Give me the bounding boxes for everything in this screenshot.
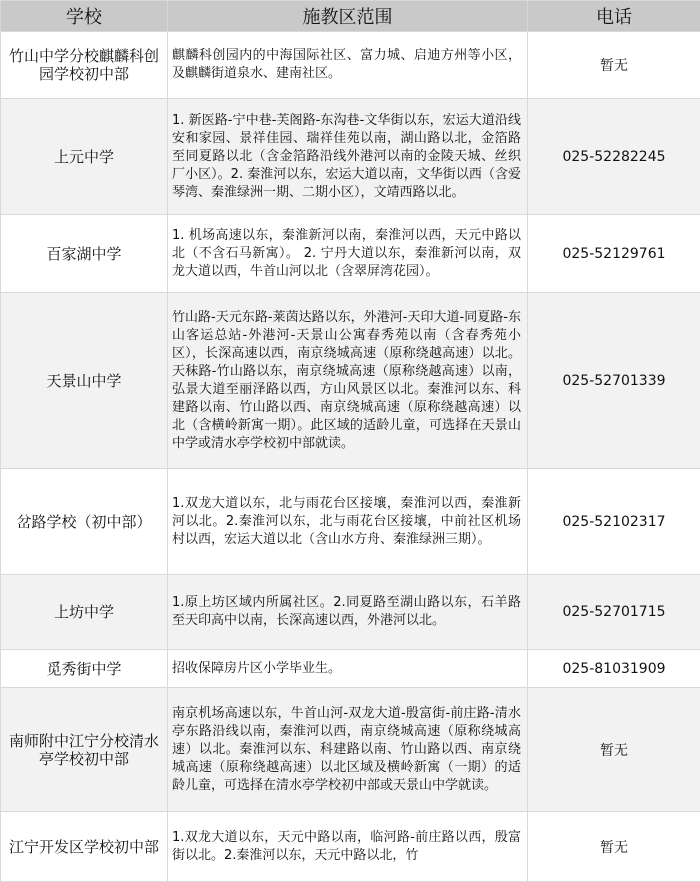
phone-number: 025-52701339: [528, 293, 700, 469]
district-area: 南京机场高速以东，牛首山河-双龙大道-殷富街-前庄路-清水亭东路沿线以南，秦淮河以西，南京绕城高速（原称绕城高速）以北。秦淮河以东、科建路以南、竹山路以西、南京绕城高速（原称绕越高速）以北区域及横岭新寓（一期）的适龄儿童，可选择在清水亭学校初中部或天景山中学就读。: [168, 688, 528, 812]
school-name: 江宁开发区学校初中部: [1, 812, 168, 882]
district-area: 1. 新医路-宁中巷-芙阁路-东沟巷-文华街以东，宏运大道沿线安和家园、景祥佳园、瑞祥佳苑以南，湖山路以北，金箔路至同夏路以北（含金箔路沿线外港河以南的金陵天城、丝织厂小区）。2. 秦淮河以东，宏运大道以南，文华街以西（含爱琴湾、秦淮绿洲一期、二期小区），文靖西路以北。: [168, 99, 528, 215]
header-row: [1, 1, 700, 32]
header-area: 施教区范围: [168, 1, 528, 32]
district-area: 竹山路-天元东路-莱茵达路以东，外港河-天印大道-同夏路-东山客运总站-外港河-天景山公寓春秀苑以南（含春秀苑小区），长深高速以西，南京绕城高速（原称绕越高速）以北。 天秣路-竹山路以东，南京绕城高速（原称绕越高速）以南，弘景大道至丽泽路以西，方山风景区以北。秦淮河以东、科建路以南、竹山路以西、南京绕城高速（原称绕越高速）以北（含横岭新寓一期）。此区域的适龄儿童，可选择在天景山中学或清水亭学校初中部就读。: [168, 293, 528, 469]
school-name: 南师附中江宁分校清水亭学校初中部: [1, 688, 168, 812]
school-name: 天景山中学: [1, 293, 168, 469]
school-name: 上坊中学: [1, 575, 168, 650]
table-row: [1, 32, 700, 99]
district-area: 招收保障房片区小学毕业生。: [168, 650, 528, 688]
phone-number: 025-52102317: [528, 469, 700, 575]
phone-number: 025-52701715: [528, 575, 700, 650]
table-row: [1, 99, 700, 215]
header-phone: 电话: [528, 1, 700, 32]
district-area: 1.双龙大道以东，天元中路以南，临河路-前庄路以西，殷富街以北。2.秦淮河以东，天元中路以北，竹: [168, 812, 528, 882]
table-row: [1, 688, 700, 812]
phone-number: 暂无: [528, 32, 700, 99]
school-name: 百家湖中学: [1, 215, 168, 293]
district-area: 1. 机场高速以东，秦淮新河以南，秦淮河以西，天元中路以北（不含石马新寓）。 2. 宁丹大道以东，秦淮新河以南，双龙大道以西，牛首山河以北（含翠屏湾花园）。: [168, 215, 528, 293]
phone-number: 025-52129761: [528, 215, 700, 293]
phone-number: 025-52282245: [528, 99, 700, 215]
phone-number: 暂无: [528, 688, 700, 812]
header-school: 学校: [1, 1, 168, 32]
table-row: [1, 293, 700, 469]
phone-number: 025-81031909: [528, 650, 700, 688]
phone-number: 暂无: [528, 812, 700, 882]
table-row: [1, 575, 700, 650]
school-name: 上元中学: [1, 99, 168, 215]
table-row: [1, 215, 700, 293]
table-row: [1, 650, 700, 688]
school-name: 岔路学校（初中部）: [1, 469, 168, 575]
district-area: 1.原上坊区域内所属社区。2.同夏路至湖山路以东，石羊路至天印高中以南，长深高速以西，外港河以北。: [168, 575, 528, 650]
district-area: 1.双龙大道以东，北与雨花台区接壤，秦淮河以西，秦淮新河以北。2.秦淮河以东，北与雨花台区接壤，中前社区机场村以西，宏运大道以北（含山水方舟、秦淮绿洲三期）。: [168, 469, 528, 575]
district-area: 麒麟科创园内的中海国际社区、富力城、启迪方州等小区，及麒麟街道泉水、建南社区。: [168, 32, 528, 99]
school-name: 觅秀街中学: [1, 650, 168, 688]
table-row: [1, 469, 700, 575]
school-name: 竹山中学分校麒麟科创园学校初中部: [1, 32, 168, 99]
